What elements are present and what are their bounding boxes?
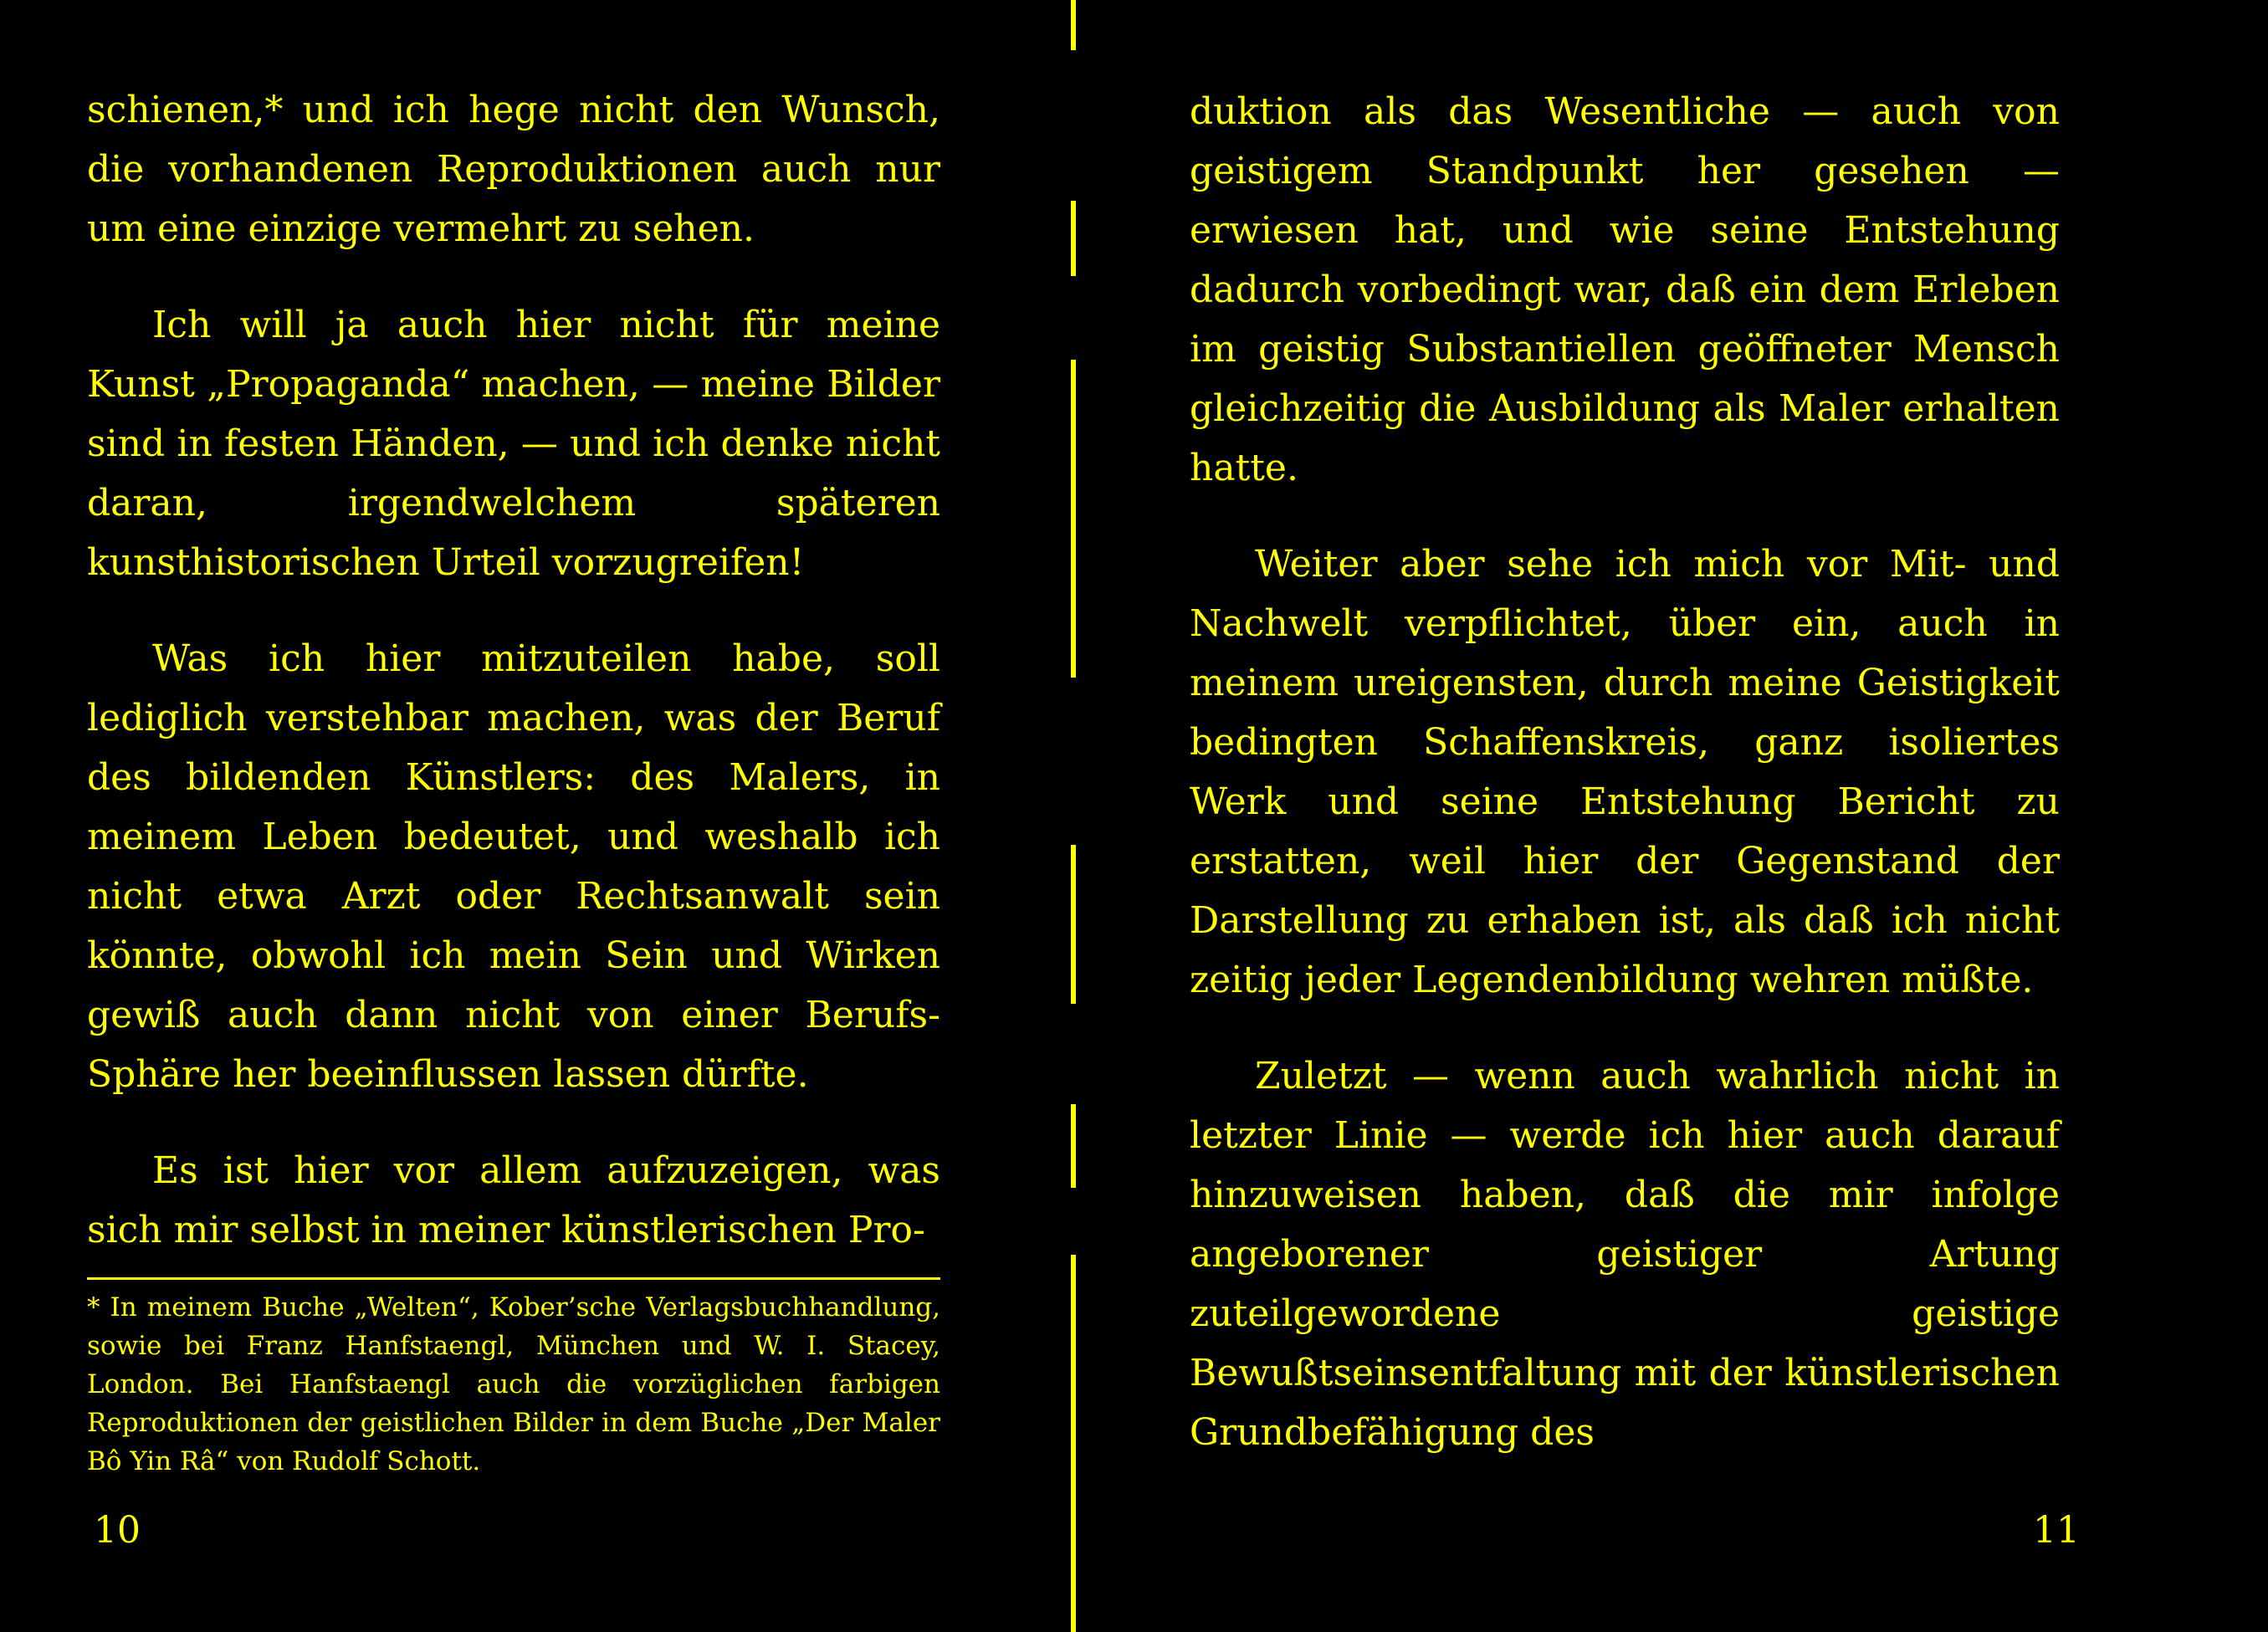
footnote-divider	[87, 1277, 940, 1280]
spine-gap	[1069, 678, 1078, 845]
spine-gap	[1069, 1188, 1078, 1255]
right-paragraph-3: Zuletzt — wenn auch wahrlich nicht in letzter Linie — werde ich hier auch darauf hinzuweisen haben, daß die mir infolge angeborener geistiger Artung zuteilgewordene geistige Bewußtseinsentfaltung mit der künstlerischen Grundbefähigung des	[1190, 1055, 2060, 1454]
left-page-body	[87, 80, 940, 1260]
right-paragraph-2: Weiter aber sehe ich mich vor Mit- und Nachwelt verpflichtet, über ein, auch in meinem ureigensten, durch meine Geistigkeit bedingten Schaffenskreis, ganz isoliertes Werk und seine Entstehung Bericht zu erstatten, weil hier der Gegenstand der Darstellung zu erhaben ist, als daß ich nicht zeitig jeder Legendenbildung wehren müßte.	[1190, 543, 2060, 1001]
spine-gap	[1069, 50, 1078, 201]
right-page-body	[1190, 82, 2060, 1462]
footnote: * In meinem Buche „Welten“, Kober’sche Verlagsbuchhandlung, sowie bei Franz Hanfstaengl, München und W. I. Stacey, London. Bei Hanfstaengl auch die vorzüglichen farbigen Reproduktionen der geistlichen Bilder in dem Buche „Der Maler Bô Yin Râ“ von Rudolf Schott.	[87, 1292, 940, 1476]
left-paragraph-1: schienen,* und ich hege nicht den Wunsch, die vorhandenen Reproduktionen auch nur um eine einzige vermehrt zu sehen.	[87, 89, 940, 250]
right-page	[1079, 0, 2268, 1632]
left-paragraph-4: Es ist hier vor allem aufzuzeigen, was sich mir selbst in meiner künstlerischen Pro-	[87, 1149, 940, 1251]
spine-gap	[1069, 276, 1078, 360]
page-number-left: 10	[94, 1509, 141, 1552]
left-paragraph-2: Ich will ja auch hier nicht für meine Kunst „Propaganda“ machen, — meine Bilder sind in festen Händen, — und ich denke nicht daran, irgendwelchem späteren kunsthistorischen Urteil vorzugreifen!	[87, 304, 940, 584]
right-paragraph-1: duktion als das Wesentliche — auch von geistigem Standpunkt her gesehen — erwiesen hat, und wie seine Entstehung dadurch vorbedingt war, daß ein dem Erleben im geistig Substantiellen geöffneter Mensch gleichzeitig die Ausbildung als Maler erhalten hatte.	[1190, 90, 2060, 489]
page-number-right: 11	[2033, 1509, 2080, 1552]
left-paragraph-3: Was ich hier mitzuteilen habe, soll lediglich verstehbar machen, was der Beruf des bildenden Künstlers: des Malers, in meinem Leben bedeutet, und weshalb ich nicht etwa Arzt oder Rechtsanwalt sein könnte, obwohl ich mein Sein und Wirken gewiß auch dann nicht von einer Berufs-Sphäre her beeinflussen lassen dürfte.	[87, 637, 940, 1096]
spine-gap	[1069, 1004, 1078, 1104]
left-page	[0, 0, 1062, 1632]
